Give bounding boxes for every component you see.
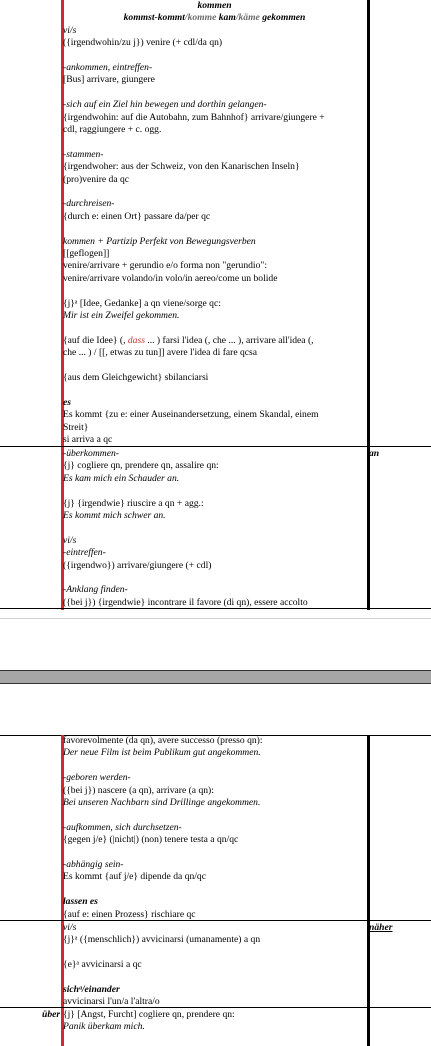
subentry-headword-naher: näher: [369, 922, 393, 933]
blank-line: [63, 87, 366, 99]
entry-line: ({irgendwo}) arrivare/giungere (+ cdl): [63, 559, 212, 571]
entry-line: -überkommen-: [63, 448, 119, 459]
section-divider: [0, 446, 431, 447]
entry-line: {j}ᵃ ({menschlich}) avvicinarsi (umanamente) a qn: [63, 934, 261, 946]
entry-line: Bei unseren Nachbarn sind Drillinge angekommen.: [63, 797, 261, 809]
entry-line: vi/s: [63, 922, 77, 933]
blank-line: [63, 285, 366, 297]
entry-line: favorevolmente (da qn), avere successo (presso qn):: [63, 735, 263, 746]
blank-line: [63, 947, 366, 959]
blank-line: [63, 136, 366, 148]
blank-line: [63, 809, 366, 821]
entry-line: Es kam mich ein Schauder an.: [63, 472, 180, 484]
subentry-an-lines: [63, 448, 366, 609]
column-divider-line: [367, 735, 370, 1046]
blank-line: [63, 485, 366, 497]
entry-line: Es kommt mich schwer an.: [63, 510, 166, 522]
entry-line: cdl, raggiungere + c. ogg.: [63, 124, 162, 136]
entry-line: ({bei j}) nascere (a qn), arrivare (a qn):: [63, 784, 214, 796]
subentry-naher-lines: [63, 922, 366, 1009]
entry-line: Es kommt {zu e: einer Auseinandersetzung, einem Skandal, einem: [63, 409, 319, 421]
entry-line: venire/arrivare + gerundio e/o forma non "gerundio":: [63, 260, 267, 272]
blank-line: [63, 50, 366, 62]
entry-line: {aus dem Gleichgewicht} sbilanciarsi: [63, 372, 209, 384]
entry-line: Mir ist ein Zweifel gekommen.: [63, 310, 180, 322]
subentry-headword-uber: über: [42, 1009, 61, 1020]
section-divider: [0, 920, 431, 921]
conjugation: kommst-kommt/komme kam/käme gekommen: [123, 12, 306, 24]
entry-line: {auf die Idee} (, dass ... ) farsi l'idea (, che ... ), arrivare all'idea (,: [63, 334, 314, 346]
entry-line: Der neue Film ist beim Publikum gut angekommen.: [63, 747, 261, 759]
subentry-headword-an: an: [369, 448, 380, 459]
blank-line: [63, 384, 366, 396]
blank-line: [63, 223, 366, 235]
page-separator-band: [0, 670, 431, 684]
blank-line: [63, 322, 366, 334]
blank-line: [63, 884, 366, 896]
entry-line: -abhängig sein-: [63, 859, 124, 871]
entry-line: -ankommen, eintreffen-: [63, 62, 153, 74]
blank-line: [63, 572, 366, 584]
entry-line: venire/arrivare volando/in volo/in aereo/come un bolide: [63, 272, 278, 284]
entry-line: vi/s: [63, 24, 77, 36]
entry-line: vi/s: [63, 534, 77, 546]
entry-line: -durchreisen-: [63, 198, 115, 210]
blank-line: [63, 186, 366, 198]
entry-line: -eintreffen-: [63, 547, 106, 559]
subentry-uber-lines: [63, 1009, 366, 1034]
blank-line: [63, 522, 366, 534]
blank-line: [63, 847, 366, 859]
entry-line: {irgendwohin: auf die Autobahn, zum Bahnhof} arrivare/giungere +: [63, 111, 325, 123]
entry-lines-continued: [63, 735, 366, 921]
entry-line: Panik überkam mich.: [63, 1021, 145, 1033]
entry-line: Es kommt {auf j/e} dipende da qn/qc: [63, 871, 206, 883]
page-bottom-rule: [0, 608, 431, 609]
entry-line: {e}ᵃ avvicinarsi a qc: [63, 959, 142, 971]
section-divider: [0, 1007, 431, 1008]
entry-line: -stammen-: [63, 148, 104, 160]
entry-lines: [63, 25, 366, 447]
headword: kommen: [197, 0, 232, 11]
page-gap-line: [0, 618, 431, 619]
blank-line: [63, 972, 366, 984]
entry-line: ({irgendwohin/zu j}) venire (+ cdl/da qn): [63, 37, 223, 49]
entry-line: -aufkommen, sich durchsetzen-: [63, 821, 182, 833]
entry-line: {irgendwoher: aus der Schweiz, von den Kanarischen Inseln}: [63, 161, 300, 173]
entry-line: {auf e: einen Prozess} rischiare qc: [63, 908, 196, 920]
entry-line: {j}ᵃ [Idee, Gedanke] a qn viene/sorge qc:: [63, 297, 221, 309]
entry-line: {j} {irgendwie} riuscire a qn + agg.:: [63, 497, 204, 509]
entry-line: lassen es: [63, 896, 98, 908]
blank-line: [63, 360, 366, 372]
entry-line: -geboren werden-: [63, 772, 131, 784]
entry-line: Streit}: [63, 421, 89, 433]
entry-line: ({bei j}) {irgendwie} incontrare il favore (di qn), essere accolto: [63, 596, 308, 608]
entry-line: che ... ) / [[, etwas zu tun]] avere l'idea di fare qcsa: [63, 347, 258, 359]
entry-line: avvicinarsi l'un/a l'altra/o: [63, 996, 160, 1008]
entry-line: [Bus] arrivare, giungere: [63, 74, 155, 86]
entry-line: {j} [Angst, Furcht] cogliere qn, prendere qn:: [63, 1009, 235, 1020]
column-divider-line: [367, 0, 370, 610]
entry-line: kommen + Partizip Perfekt von Bewegungsverben: [63, 235, 256, 247]
entry-line: sichᵃ/einander: [63, 984, 120, 995]
blank-line: [63, 760, 366, 772]
entry-line: [[geflogen]]: [63, 248, 110, 260]
entry-line: {j} cogliere qn, prendere qn, assalire qn:: [63, 460, 219, 472]
entry-line: {durch e: einen Ort} passare da/per qc: [63, 210, 211, 222]
entry-line: -Anklang finden-: [63, 584, 128, 596]
entry-line: -sich auf ein Ziel hin bewegen und dorthin gelangen-: [63, 99, 267, 111]
entry-line: {gegen j/e} (|nicht|) (non) tenere testa a qn/qc: [63, 834, 239, 846]
entry-line: es: [63, 396, 71, 408]
entry-kommen: [63, 0, 366, 446]
dictionary-page-2: [0, 735, 431, 1046]
entry-line: si arriva a qc: [63, 434, 113, 446]
entry-line: (pro)venire da qc: [63, 173, 130, 185]
